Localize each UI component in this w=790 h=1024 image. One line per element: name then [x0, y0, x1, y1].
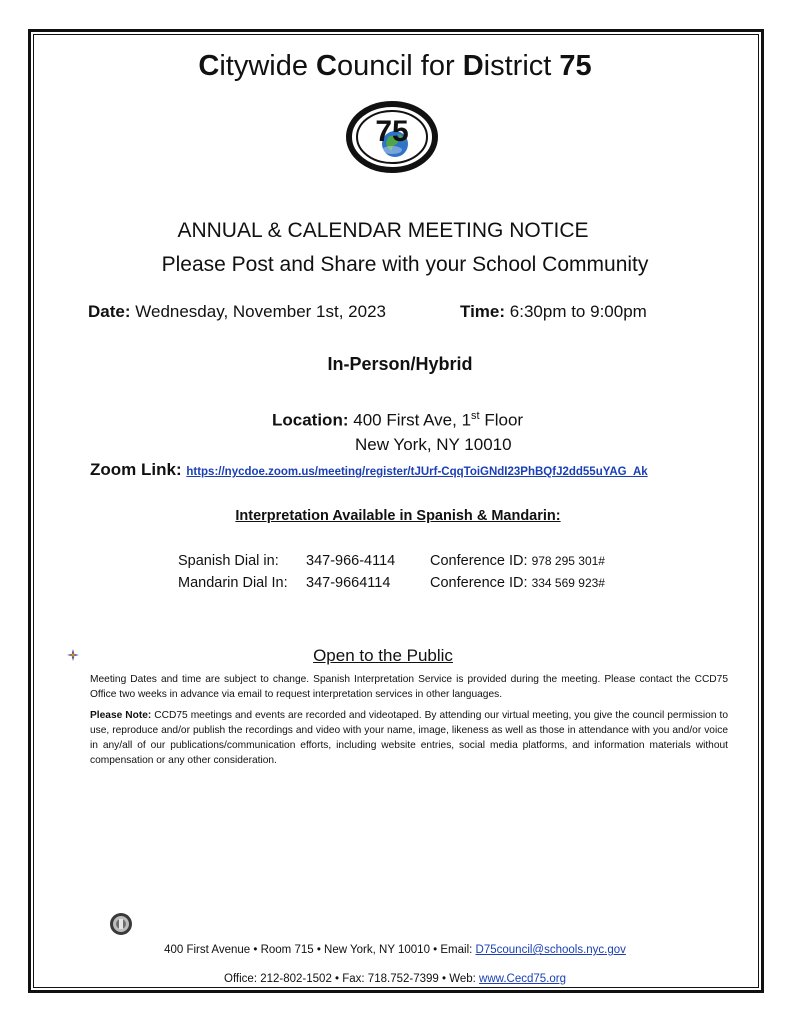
mandarin-dial-line: [178, 575, 288, 591]
title-part: itywide: [219, 50, 317, 82]
nyc-seal-icon: [109, 912, 133, 941]
zoom-link[interactable]: https://nycdoe.zoom.us/meeting/register/tJUrf-CqqToiGNdI23PhBQfJ2dd55uYAG_Ak: [186, 466, 648, 478]
footer-web-link[interactable]: www.Cecd75.org: [479, 973, 566, 985]
schedule-paragraph: Meeting Dates and time are subject to change. Spanish Interpretation Service is provided during the meeting. Please contact the CCD75 Office two weeks in advance via email to request interpretation services in other languages.: [90, 674, 728, 700]
title-part: ouncil for: [336, 50, 463, 82]
zoom-line: [90, 460, 648, 480]
title-part: 75: [559, 50, 592, 82]
location-floor: Floor: [479, 410, 524, 430]
footer-contact-text: Office: 212-802-1502 • Fax: 718.752-7399 • Web:: [224, 973, 480, 985]
page-title: [0, 50, 790, 83]
zoom-label: Zoom Link:: [90, 460, 182, 479]
spanish-conference: [430, 553, 605, 569]
footer-address-text: 400 First Avenue • Room 715 • New York, NY 10010 • Email:: [164, 944, 476, 956]
title-part: D: [462, 50, 484, 82]
spanish-conf-id: 978 295 301#: [531, 554, 605, 568]
footer-contact: [0, 973, 790, 985]
notice-subheading: Please Post and Share with your School Community: [161, 253, 649, 276]
spanish-dial-label: Spanish Dial in:: [178, 553, 279, 569]
open-to-public-heading: Open to the Public: [313, 646, 453, 665]
mandarin-dial-label: Mandarin Dial In:: [178, 575, 288, 591]
mandarin-conference: [430, 575, 605, 591]
recording-notice-paragraph: [90, 708, 728, 768]
district-75-logo: [346, 101, 438, 178]
logo-text: 75: [375, 115, 409, 148]
mandarin-conf-id: 334 569 923#: [531, 576, 605, 590]
mandarin-phone: 347-9664114: [306, 575, 391, 591]
meeting-time: [460, 302, 647, 322]
spanish-dial-line: [178, 553, 279, 569]
date-label: Date:: [88, 302, 131, 321]
date-value: Wednesday, November 1st, 2023: [135, 302, 386, 321]
title-part: istrict: [483, 50, 560, 82]
footer-email-link[interactable]: D75council@schools.nyc.gov: [475, 944, 626, 956]
location-line-1: [272, 410, 523, 431]
mandarin-conf-label: Conference ID:: [430, 575, 528, 591]
floor-ordinal: st: [471, 410, 480, 422]
location-address: 400 First Ave, 1: [353, 410, 472, 430]
time-value: 6:30pm to 9:00pm: [509, 302, 647, 321]
spanish-conf-label: Conference ID:: [430, 553, 528, 569]
title-part: C: [316, 50, 337, 82]
note-label: Please Note:: [90, 710, 152, 721]
spanish-phone: 347-966-4114: [306, 553, 396, 569]
note-text: CCD75 meetings and events are recorded and videotaped. By attending our virtual meeting, you give the council permission to use, reproduce and/or publish the recordings and video with your name, image, likeness as well as those in attendance with you and/or voice in any/all of our publications/communication efforts, including website entries, social media platforms, and information materials without compensation or any other consideration.: [90, 710, 728, 766]
meeting-mode: In-Person/Hybrid: [327, 354, 473, 374]
location-label: Location:: [272, 410, 349, 430]
meeting-date: [88, 302, 386, 322]
location-line-2: New York, NY 10010: [355, 435, 512, 454]
time-label: Time:: [460, 302, 506, 321]
interpretation-heading: Interpretation Available in Spanish & Mandarin:: [235, 508, 561, 524]
notice-heading: ANNUAL & CALENDAR MEETING NOTICE: [177, 219, 589, 242]
footer-address: [0, 944, 790, 956]
title-part: C: [198, 50, 220, 82]
